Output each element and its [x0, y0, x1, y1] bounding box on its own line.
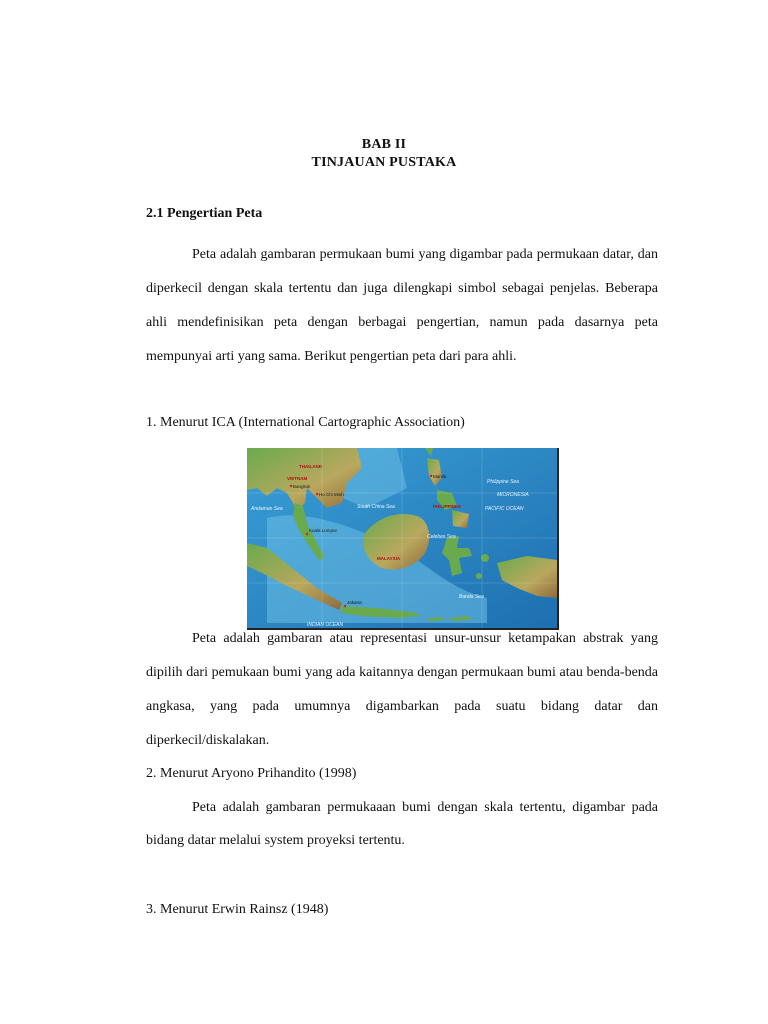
map-label-bangkok: Bangkok	[293, 484, 311, 489]
map-label-thailand: THAILAND	[299, 464, 322, 469]
map-label-andaman-sea: Andaman Sea	[251, 506, 283, 512]
definition-body-1: Peta adalah gambaran atau representasi unsur-unsur ketampakan abstrak yang dipilih dari pemukaan bumi yang ada kaitannya dengan permukaan bumi atau benda-benda angkasa, yang pada umumnya digambarkan pada suatu bidang datar dan diperkecil/diskalakan.	[146, 631, 658, 748]
map-label-philippines: PHILIPPINES	[433, 504, 462, 509]
map-illustration	[247, 448, 557, 628]
map-label-kuala-lumpur: Kuala Lumpur	[309, 528, 338, 533]
map-label-indian-ocean: INDIAN OCEAN	[307, 622, 344, 628]
map-label-vietnam: VIETNAM	[287, 476, 308, 481]
definition-heading-2: 2. Menurut Aryono Prihandito (1998)	[146, 766, 357, 781]
map-label-philippine-sea: Philippine Sea	[487, 479, 519, 485]
map-label-manila: Manila	[433, 474, 447, 479]
map-label-jakarta: Jakarta	[347, 600, 362, 605]
definition-heading-1: 1. Menurut ICA (International Cartographic Association)	[146, 415, 465, 430]
map-label-banda-sea: Banda Sea	[459, 594, 484, 600]
section-title: 2.1 Pengertian Peta	[146, 206, 263, 221]
map-label-ho-chi-minh: Ho Chi Minh	[319, 492, 344, 497]
map-label-south-china-sea: South China Sea	[357, 504, 395, 510]
chapter-title: TINJAUAN PUSTAKA	[311, 155, 457, 170]
southeast-asia-map-image	[247, 448, 559, 630]
map-label-micronesia: MICRONESIA	[497, 492, 529, 498]
map-label-malaysia: MALAYSIA	[377, 556, 401, 561]
definition-body-2: Peta adalah gambaran permukaaan bumi dengan skala tertentu, digambar pada bidang datar melalui system proyeksi tertentu.	[146, 800, 658, 848]
definition-heading-3: 3. Menurut Erwin Rainsz (1948)	[146, 902, 329, 917]
chapter-number: BAB II	[361, 137, 407, 152]
map-label-pacific-ocean: PACIFIC OCEAN	[485, 506, 524, 512]
intro-paragraph: Peta adalah gambaran permukaan bumi yang digambar pada permukaan datar, dan diperkecil dengan skala tertentu dan juga dilengkapi simbol sebagai penjelas. Beberapa ahli mendefinisikan peta dengan berbagai pengertian, namun pada dasarnya peta mempunyai arti yang sama. Berikut pengertian peta dari para ahli.	[146, 247, 658, 364]
map-label-celebes-sea: Celebes Sea	[427, 534, 456, 540]
